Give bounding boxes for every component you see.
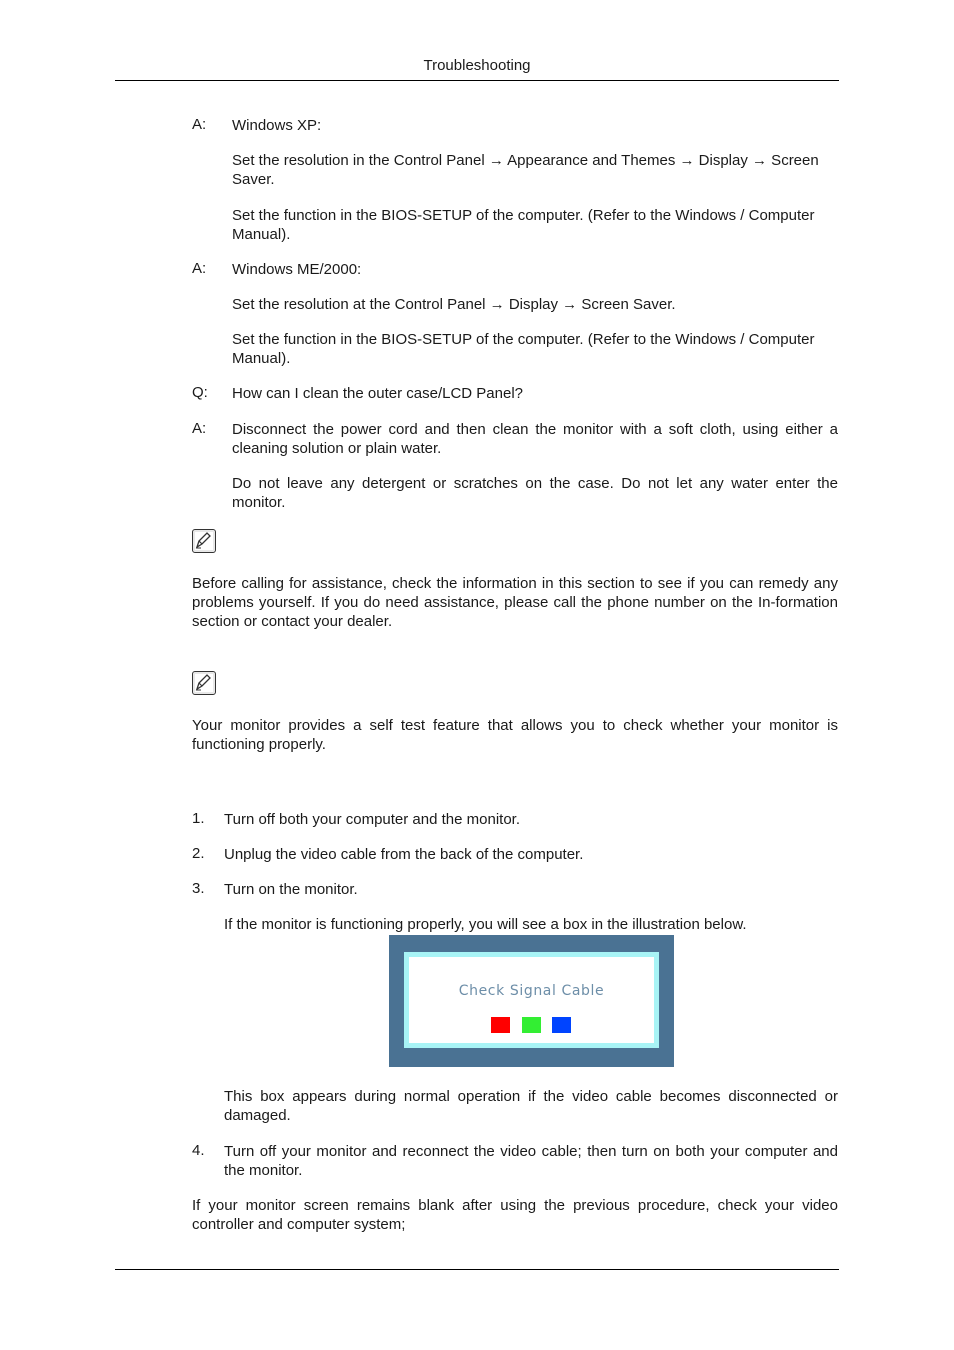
check-signal-illustration — [389, 935, 674, 1067]
windows-xp-resolution-text: Set the resolution in the Control Panel → Appearance and Themes → Display → Screen Saver. — [232, 152, 819, 188]
windows-xp-bios-text: Set the function in the BIOS-SETUP of the computer. (Refer to the Windows / Computer Manual). — [232, 207, 815, 243]
assistance-note-text: Before calling for assistance, check the information in this section to see if you can remedy any problems yourself. If you do need assistance, please call the phone number on the In-formation section or contact your dealer. — [192, 575, 838, 630]
step-number: 2. — [192, 845, 205, 862]
header-divider — [115, 80, 839, 81]
answer-clean-case: Disconnect the power cord and then clean the monitor with a soft cloth, using either a cleaning solution or plain water. — [232, 421, 838, 457]
answer-label: A: — [192, 260, 207, 277]
question-label: Q: — [192, 384, 208, 401]
note-icon — [192, 529, 216, 553]
blue-square — [552, 1017, 571, 1033]
red-square — [491, 1017, 510, 1033]
step-number: 3. — [192, 880, 205, 897]
step-number: 4. — [192, 1142, 205, 1159]
windows-me-bios-text: Set the function in the BIOS-SETUP of the computer. (Refer to the Windows / Computer Manual). — [232, 331, 815, 367]
green-square — [522, 1017, 541, 1033]
footer-divider — [115, 1269, 839, 1270]
self-test-intro-text: Your monitor provides a self test feature that allows you to check whether your monitor is functioning properly. — [192, 717, 838, 753]
windows-me-resolution-text: Set the resolution at the Control Panel → Display → Screen Saver. — [232, 296, 676, 313]
step-detail-text: If the monitor is functioning properly, you will see a box in the illustration below. — [224, 916, 747, 933]
clean-case-warning: Do not leave any detergent or scratches on the case. Do not let any water enter the monitor. — [232, 475, 838, 511]
page-header-title: Troubleshooting — [423, 57, 531, 74]
answer-heading-windows-me: Windows ME/2000: — [232, 261, 362, 278]
signal-message-box — [404, 952, 659, 1048]
check-signal-cable-message: Check Signal Cable — [458, 983, 605, 999]
step-number: 1. — [192, 810, 205, 827]
note-icon — [192, 671, 216, 695]
closing-text: If your monitor screen remains blank after using the previous procedure, check your video controller and computer system; — [192, 1197, 838, 1233]
step-text: Turn off your monitor and reconnect the video cable; then turn on both your computer and the monitor. — [224, 1143, 838, 1179]
step-detail-text: This box appears during normal operation if the video cable becomes disconnected or damaged. — [224, 1088, 838, 1124]
step-text: Unplug the video cable from the back of the computer. — [224, 846, 584, 863]
question-clean-case: How can I clean the outer case/LCD Panel? — [232, 385, 523, 402]
answer-heading-windows-xp: Windows XP: — [232, 117, 322, 134]
step-text: Turn on the monitor. — [224, 881, 358, 898]
step-text: Turn off both your computer and the monitor. — [224, 811, 521, 828]
answer-label: A: — [192, 420, 207, 437]
answer-label: A: — [192, 116, 207, 133]
